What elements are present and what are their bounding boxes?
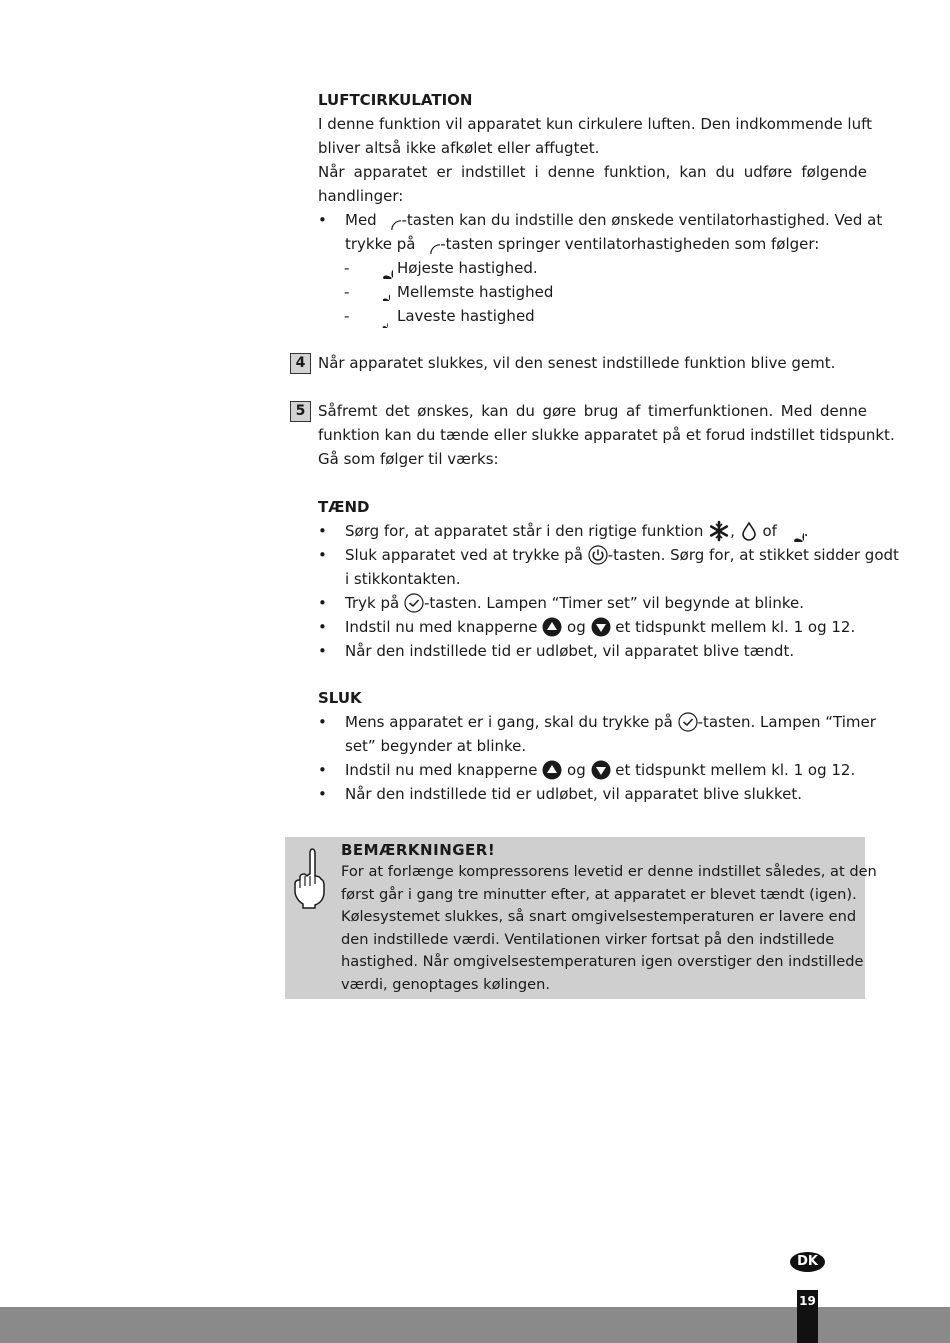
list-item-continuation: i stikkontakten. <box>345 570 461 588</box>
drop-icon <box>740 521 758 541</box>
paragraph-line: Gå som følger til værks: <box>318 450 499 468</box>
list-item: • Tryk på -tasten. Lampen “Timer set” vil begynde at blinke. <box>318 594 804 612</box>
down-button-icon <box>591 760 611 780</box>
up-button-icon <box>542 617 562 637</box>
step-number: 4 <box>290 353 311 374</box>
note-line: først går i gang tre minutter efter, at apparatet er blevet tændt (igen). <box>341 885 857 903</box>
list-item: • Mens apparatet er i gang, skal du trykke på -tasten. Lampen “Timer <box>318 713 876 731</box>
list-item: • Når den indstillede tid er udløbet, vil apparatet blive tændt. <box>318 642 795 660</box>
speed-item-low: - Laveste hastighed <box>318 304 867 328</box>
section-heading: TÆND <box>318 498 370 516</box>
speed-item-medium: - Mellemste hastighed <box>318 280 867 304</box>
note-line: For at forlænge kompressorens levetid er denne indstillet således, at den <box>341 863 877 880</box>
timer-button-icon <box>404 593 424 613</box>
snowflake-icon <box>708 520 730 542</box>
up-button-icon <box>542 760 562 780</box>
section-heading: LUFTCIRKULATION <box>318 91 473 109</box>
note-line: hastighed. Når omgivelsestemperaturen igen overstiger den indstillede <box>341 953 864 970</box>
note-line: værdi, genoptages kølingen. <box>341 975 551 993</box>
step-text: Når apparatet slukkes, vil den senest indstillede funktion blive gemt. <box>318 354 836 372</box>
paragraph-line: Såfremt det ønskes, kan du gøre brug af timerfunktionen. Med denne <box>318 402 867 420</box>
fan-high-icon <box>371 257 393 279</box>
list-item: • Med -tasten kan du indstille den ønskede ventilatorhastighed. Ved at <box>318 208 867 232</box>
fan-mode-icon <box>782 520 804 542</box>
page-number: 19 <box>799 1294 816 1308</box>
pointing-hand-icon <box>292 846 326 910</box>
list-item: • Sluk apparatet ved at trykke på -tasten. Sørg for, at stikket sidder godt <box>318 546 899 564</box>
timer-button-icon <box>678 712 698 732</box>
list-item-continuation: set” begynder at blinke. <box>345 737 527 755</box>
step-number: 5 <box>290 401 311 422</box>
fan-low-icon <box>376 311 388 323</box>
paragraph-line: funktion kan du tænde eller slukke apparatet på et forud indstillet tidspunkt. <box>318 426 895 444</box>
note-line: Kølesystemet slukkes, så snart omgivelsestemperaturen er lavere end <box>341 908 857 925</box>
bullet: • <box>318 211 327 229</box>
list-item: • Sørg for, at apparatet står i den rigtige funktion , of . <box>318 519 867 543</box>
down-button-icon <box>591 617 611 637</box>
paragraph-line: Når apparatet er indstillet i denne funktion, kan du udføre følgende <box>318 163 867 181</box>
speed-item-high: - Højeste hastighed. <box>318 256 867 280</box>
section-heading: SLUK <box>318 689 362 707</box>
paragraph-line: handlinger: <box>318 187 404 205</box>
note-title: BEMÆRKNINGER! <box>341 841 496 859</box>
paragraph-line: I denne funktion vil apparatet kun cirkulere luften. Den indkommende luft <box>318 115 872 133</box>
fan-medium-icon <box>374 284 390 300</box>
power-button-icon <box>588 545 608 565</box>
list-item: • Når den indstillede tid er udløbet, vil apparatet blive slukket. <box>318 785 803 803</box>
note-line: den indstillede værdi. Ventilationen virker fortsat på den indstillede <box>341 930 835 948</box>
list-item: • Indstil nu med knapperne og et tidspunkt mellem kl. 1 og 12. <box>318 761 856 779</box>
list-item: • Indstil nu med knapperne og et tidspunkt mellem kl. 1 og 12. <box>318 618 856 636</box>
fan-button-icon <box>420 234 440 254</box>
note-box <box>285 837 877 999</box>
country-badge: DK <box>790 1252 825 1272</box>
paragraph-line: bliver altså ikke afkølet eller affugtet. <box>318 139 600 157</box>
list-item-continuation: trykke på -tasten springer ventilatorhastigheden som følger: <box>318 232 867 256</box>
fan-button-icon <box>381 210 401 230</box>
